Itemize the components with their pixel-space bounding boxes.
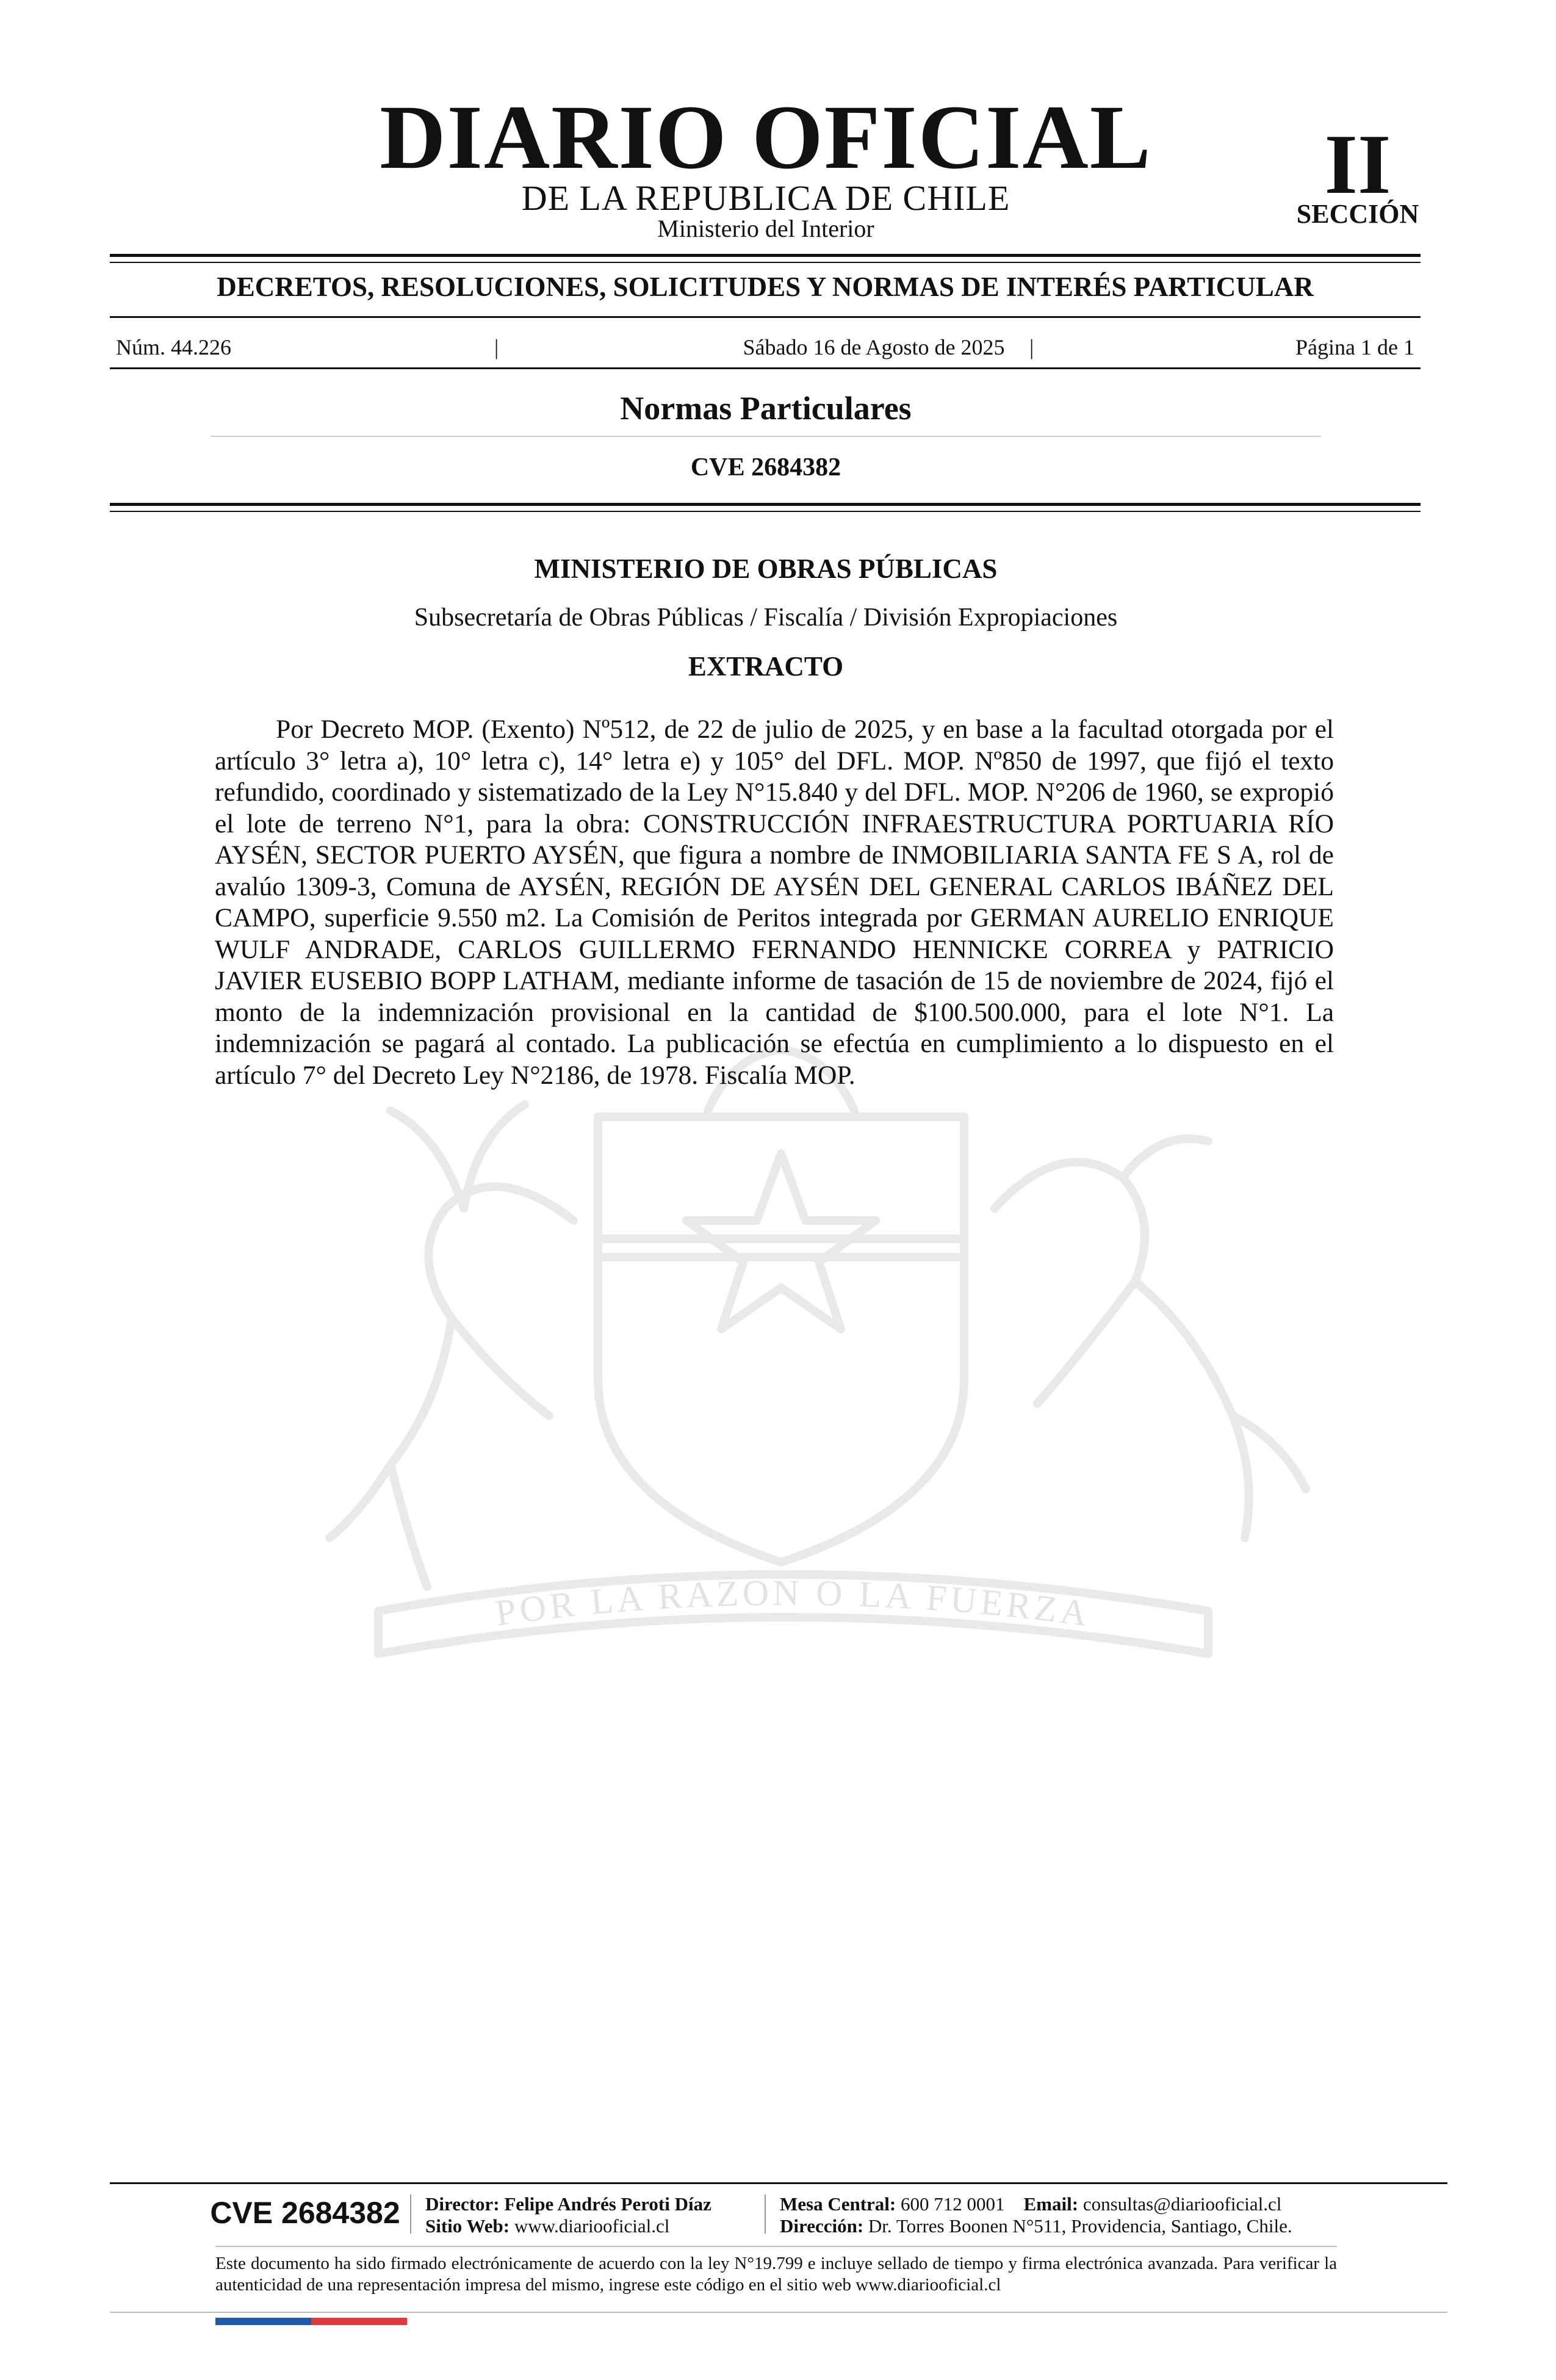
email-link[interactable]: consultas@diariooficial.cl [1082, 2193, 1282, 2215]
web-link[interactable]: www.diariooficial.cl [514, 2215, 670, 2237]
flag-stripe-blue [215, 2318, 311, 2325]
signature-notice: Este documento ha sido firmado electrónicamente de acuerdo con la ley N°19.799 e incluye sellado de tiempo y firma electrónica avanzada. Para verificar la autenticidad de una representación impresa del mismo, ingrese este código en el sitio web www.diariooficial.cl [215, 2254, 1337, 2295]
footer-contact-block [780, 2193, 1396, 2237]
address-value: Dr. Torres Boonen N°511, Providencia, Santiago, Chile. [868, 2215, 1292, 2237]
footer-separator [410, 2194, 411, 2234]
norm-title-divider [211, 436, 1321, 437]
director-label: Director: [425, 2193, 500, 2215]
section-banner: DECRETOS, RESOLUCIONES, SOLICITUDES Y NORMAS DE INTERÉS PARTICULAR [217, 272, 1314, 302]
issue-info-row [111, 333, 1419, 361]
masthead-ministry: Ministerio del Interior [657, 215, 874, 242]
coat-of-arms-watermark-icon [207, 1037, 1379, 1697]
footer-director-block [425, 2193, 761, 2237]
phone-label: Mesa Central: [780, 2193, 896, 2215]
web-label: Sitio Web: [425, 2215, 510, 2237]
huemul-icon [330, 1105, 574, 1587]
footer-cve-code: CVE 2684382 [210, 2196, 400, 2230]
ministry-title: MINISTERIO DE OBRAS PÚBLICAS [534, 554, 998, 584]
footer-divider [110, 2182, 1447, 2184]
issue-separator: | [1029, 335, 1034, 359]
email-label: Email: [1023, 2193, 1079, 2215]
norm-title: Normas Particulares [620, 390, 912, 427]
masthead-title: DIARIO OFICIAL [380, 87, 1152, 188]
footer-separator [765, 2194, 766, 2234]
issue-separator: | [494, 335, 499, 359]
masthead-subtitle: DE LA REPUBLICA DE CHILE [521, 178, 1010, 218]
issue-date: Sábado 16 de Agosto de 2025 [743, 335, 1005, 359]
issue-divider [110, 367, 1421, 369]
cve-code: CVE 2684382 [690, 453, 841, 481]
shield-outline [598, 1117, 964, 1562]
footer-bottom-divider [110, 2312, 1447, 2313]
motto-text: POR LA RAZON O LA FUERZA [492, 1572, 1093, 1634]
condor-icon [995, 1139, 1306, 1538]
footer-inner-divider [215, 2246, 1337, 2247]
masthead-divider [110, 254, 1421, 263]
section-label: SECCIÓN [1296, 199, 1419, 229]
subsecretaria-line: Subsecretaría de Obras Públicas / Fiscalía / División Expropiaciones [414, 604, 1118, 632]
director-name: Felipe Andrés Peroti Díaz [504, 2193, 711, 2215]
flag-stripe-red [311, 2318, 407, 2325]
extracto-title: EXTRACTO [688, 651, 844, 682]
banner-divider [110, 316, 1421, 318]
section-number: II [1324, 117, 1391, 212]
phone-value: 600 712 0001 [901, 2193, 1005, 2215]
issue-page: Página 1 de 1 [1295, 335, 1414, 359]
issue-number: Núm. 44.226 [116, 335, 231, 359]
header-bottom-divider [110, 503, 1421, 512]
extracto-paragraph: Por Decreto MOP. (Exento) Nº512, de 22 de julio de 2025, y en base a la facultad otorgada por el artículo 3° letra a), 10° letra c), 14° letra e) y 105° del DFL. MOP. Nº850 de 1997, que fijó el texto refundido, coordinado y sistematizado de la Ley N°15.840 y del DFL. MOP. N°206 de 1960, se expropió el lote de terreno N°1, para la obra: CONSTRUCCIÓN INFRAESTRUCTURA PORTUARIA RÍO AYSÉN, SECTOR PUERTO AYSÉN, que figura a nombre de INMOBILIARIA SANTA FE S A, rol de avalúo 1309-3, Comuna de AYSÉN, REGIÓN DE AYSÉN DEL GENERAL CARLOS IBÁÑEZ DEL CAMPO, superficie 9.550 m2. La Comisión de Peritos integrada por GERMAN AURELIO ENRIQUE WULF ANDRADE, CARLOS GUILLERMO FERNANDO HENNICKE CORREA y PATRICIO JAVIER EUSEBIO BOPP LATHAM, mediante informe de tasación de 15 de noviembre de 2024, fijó el monto de la indemnización provisional en la cantidad de $100.500.000, para el lote N°1. La indemnización se pagará al contado. La publicación se efectúa en cumplimiento a lo dispuesto en el artículo 7° del Decreto Ley N°2186, de 1978. Fiscalía MOP. [215, 715, 1334, 1090]
address-label: Dirección: [780, 2215, 864, 2237]
